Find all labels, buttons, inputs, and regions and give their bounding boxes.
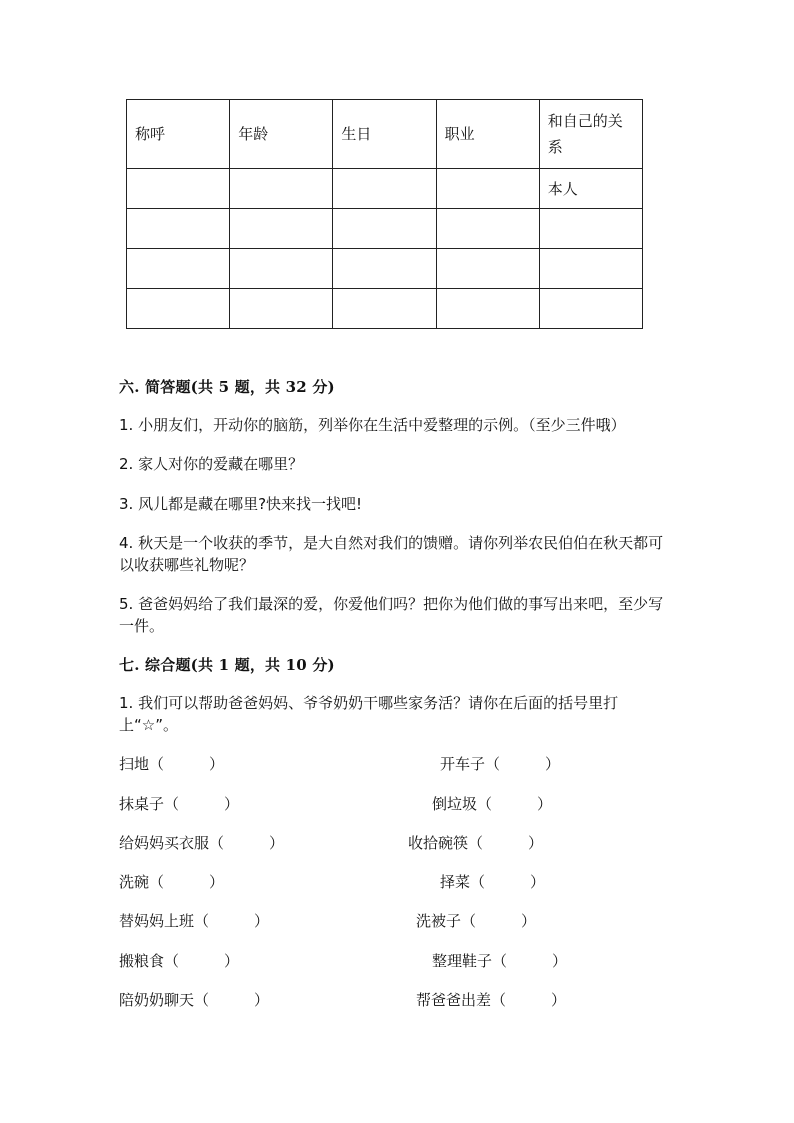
table-cell[interactable] bbox=[230, 169, 333, 209]
chore-option-take-out-trash[interactable]: 倒垃圾（ ） bbox=[432, 795, 553, 813]
table-cell[interactable] bbox=[333, 169, 436, 209]
table-cell[interactable] bbox=[127, 209, 230, 249]
chore-option-wash-quilt[interactable]: 洗被子（ ） bbox=[416, 912, 537, 930]
chore-option-carry-grain[interactable]: 搬粮食（ ） bbox=[119, 952, 240, 970]
table-cell[interactable] bbox=[127, 289, 230, 329]
table-cell[interactable] bbox=[436, 289, 539, 329]
table-row bbox=[127, 209, 643, 249]
table-cell[interactable] bbox=[127, 169, 230, 209]
chore-option-business-trip[interactable]: 帮爸爸出差（ ） bbox=[416, 991, 567, 1009]
question-6-2: 2. 家人对你的爱藏在哪里？ bbox=[119, 455, 304, 473]
chore-option-pick-vegetables[interactable]: 择菜（ ） bbox=[440, 873, 546, 891]
table-cell[interactable] bbox=[333, 289, 436, 329]
question-6-5: 5. 爸爸妈妈给了我们最深的爱，你爱他们吗？把你为他们做的事写出来吧，至少写一件。 bbox=[119, 595, 664, 635]
table-cell[interactable] bbox=[333, 209, 436, 249]
table-header-row bbox=[127, 100, 643, 169]
question-6-1: 1. 小朋友们，开动你的脑筋，列举你在生活中爱整理的示例。（至少三件哦） bbox=[119, 416, 626, 434]
table-cell[interactable] bbox=[539, 289, 642, 329]
section-6-title: 六. 简答题(共 5 题，共 32 分) bbox=[119, 378, 335, 396]
table-cell[interactable] bbox=[539, 209, 642, 249]
header-cell-relation: 和自己的关系 bbox=[539, 100, 642, 169]
question-7-1: 1. 我们可以帮助爸爸妈妈、爷爷奶奶干哪些家务活？请你在后面的括号里打上“☆”。 bbox=[119, 694, 619, 734]
question-6-4: 4. 秋天是一个收获的季节，是大自然对我们的馈赠。请你列举农民伯伯在秋天都可以收获哪些礼物呢？ bbox=[119, 534, 664, 574]
table-cell: 本人 bbox=[539, 169, 642, 209]
table-cell[interactable] bbox=[436, 169, 539, 209]
header-cell-birthday: 生日 bbox=[333, 100, 436, 169]
header-cell-title: 称呼 bbox=[127, 100, 230, 169]
chore-option-go-to-work[interactable]: 替妈妈上班（ ） bbox=[119, 912, 270, 930]
table-cell[interactable] bbox=[230, 209, 333, 249]
question-6-3: 3. 风儿都是藏在哪里?快来找一找吧! bbox=[119, 495, 363, 513]
chore-option-clear-dishes[interactable]: 收拾碗筷（ ） bbox=[408, 834, 544, 852]
family-info-table bbox=[126, 99, 643, 329]
table-row bbox=[127, 169, 643, 209]
table-cell[interactable] bbox=[230, 289, 333, 329]
chore-option-sweep-floor[interactable]: 扫地（ ） bbox=[119, 755, 225, 773]
table-cell[interactable] bbox=[230, 249, 333, 289]
chore-option-drive-car[interactable]: 开车子（ ） bbox=[440, 755, 561, 773]
table-row bbox=[127, 289, 643, 329]
table-cell[interactable] bbox=[539, 249, 642, 289]
chore-option-tidy-shoes[interactable]: 整理鞋子（ ） bbox=[432, 952, 568, 970]
chore-option-wipe-table[interactable]: 抹桌子（ ） bbox=[119, 795, 240, 813]
chore-option-chat-grandma[interactable]: 陪奶奶聊天（ ） bbox=[119, 991, 270, 1009]
table-cell[interactable] bbox=[127, 249, 230, 289]
chore-option-buy-clothes[interactable]: 给妈妈买衣服（ ） bbox=[119, 834, 285, 852]
table-cell[interactable] bbox=[333, 249, 436, 289]
section-7-title: 七. 综合题(共 1 题，共 10 分) bbox=[119, 656, 335, 674]
table-row bbox=[127, 249, 643, 289]
table-cell[interactable] bbox=[436, 249, 539, 289]
header-cell-age: 年龄 bbox=[230, 100, 333, 169]
header-cell-job: 职业 bbox=[436, 100, 539, 169]
table-cell[interactable] bbox=[436, 209, 539, 249]
chore-option-wash-dishes[interactable]: 洗碗（ ） bbox=[119, 873, 225, 891]
